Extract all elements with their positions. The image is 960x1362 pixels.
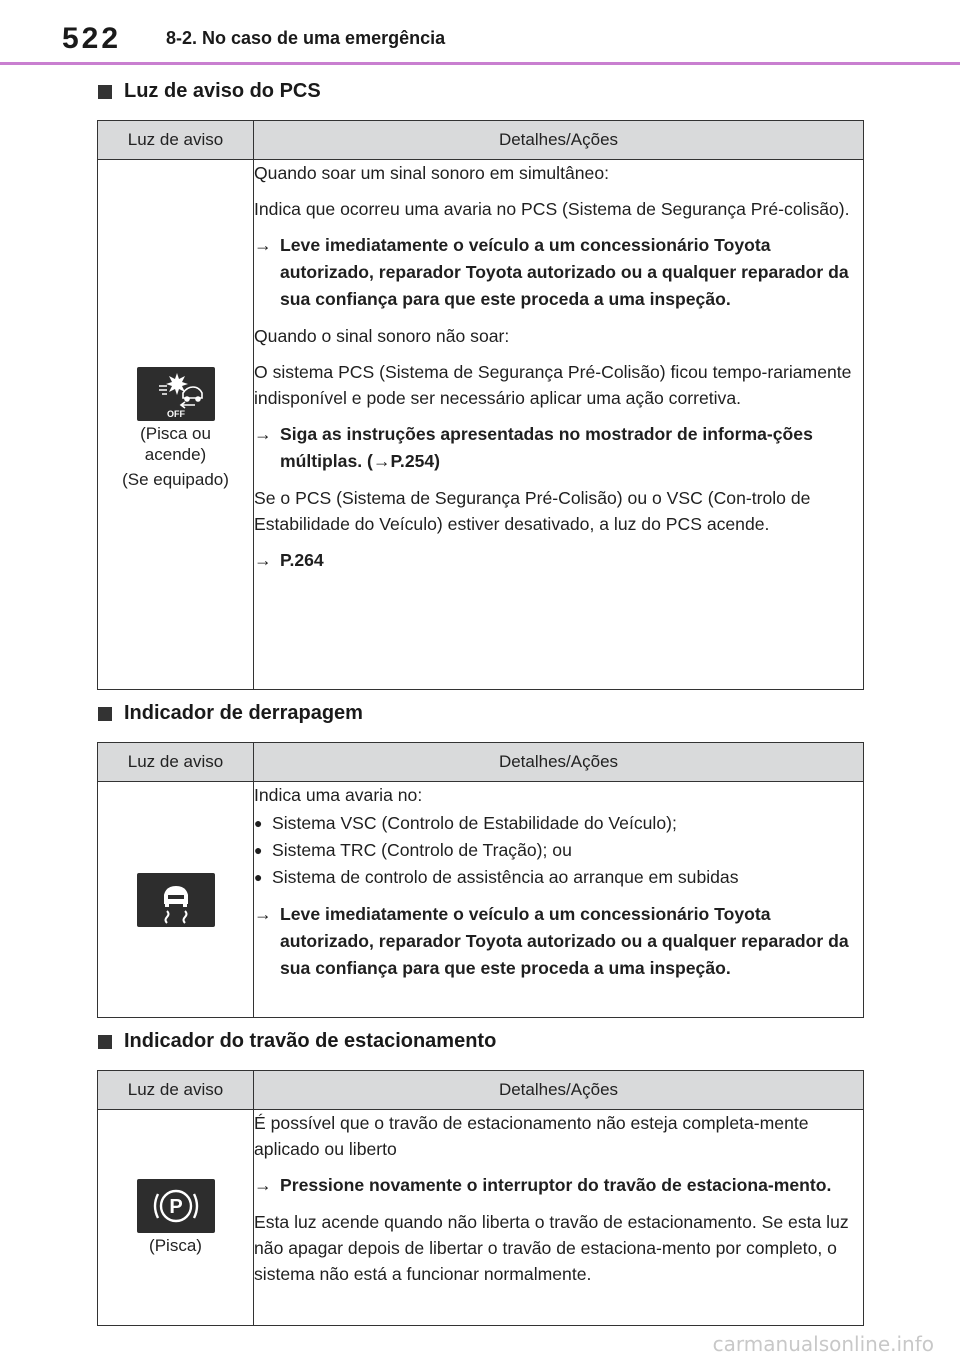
details-cell [254, 1110, 864, 1326]
action-item [254, 901, 863, 982]
slip-indicator-icon [137, 873, 215, 927]
watermark-logo: carmanualsonline.info [712, 1332, 934, 1356]
action-text: Siga as instruções apresentadas no mostrador de informa-ções múltiplas. (→P.254) [280, 424, 813, 471]
col-header-warning: Luz de aviso [98, 121, 254, 160]
heading-bullet-icon [98, 1035, 112, 1049]
table-pcs [97, 120, 864, 690]
details-text: Esta luz acende quando não liberta o travão de estacionamento. Se esta luz não apagar depois de libertar o travão de estaciona-mento por completo, o sistema não está a funcionar normalmente. [254, 1212, 849, 1284]
details-text: Se o PCS (Sistema de Segurança Pré-Colisão) ou o VSC (Con-trolo de Estabilidade do Veículo) estiver desativado, a luz do PCS acende. [254, 488, 811, 534]
action-text: Pressione novamente o interruptor do travão de estaciona-mento. [280, 1175, 832, 1195]
arrow-icon: → [254, 550, 272, 570]
list-item-text: Sistema TRC (Controlo de Tração); ou [272, 840, 572, 860]
details-text: Indica uma avaria no: [254, 785, 423, 805]
caption-line: (Pisca ou [140, 424, 211, 443]
arrow-icon: → [254, 1175, 272, 1195]
warning-cell [98, 160, 254, 690]
page-reference-link[interactable]: P.264 [280, 550, 324, 570]
details-text: Quando soar um sinal sonoro em simultâneo: [254, 163, 609, 183]
table-header-row [98, 743, 864, 782]
col-header-warning: Luz de aviso [98, 743, 254, 782]
col-header-details: Detalhes/Ações [254, 743, 864, 782]
list-item [254, 837, 863, 864]
caption-line: (Se equipado) [122, 470, 229, 489]
action-item [254, 547, 863, 574]
heading-bullet-icon [98, 85, 112, 99]
list-item-text: Sistema VSC (Controlo de Estabilidade do Veículo); [272, 813, 677, 833]
header-divider [0, 62, 960, 65]
list-item-text: Sistema de controlo de assistência ao arranque em subidas [272, 867, 739, 887]
arrow-icon: → [254, 904, 272, 924]
svg-text:P: P [168, 1196, 183, 1218]
table-parking-brake [97, 1070, 864, 1326]
col-header-warning: Luz de aviso [98, 1071, 254, 1110]
action-item [254, 1172, 863, 1199]
table-slip [97, 742, 864, 1018]
warning-cell [98, 1110, 254, 1326]
section-heading-slip [98, 702, 363, 725]
page-number: 522 [62, 22, 122, 55]
details-text: Indica que ocorreu uma avaria no PCS (Sistema de Segurança Pré-colisão). [254, 199, 850, 219]
list-item [254, 810, 863, 837]
parking-brake-icon [137, 1179, 215, 1233]
list-item [254, 864, 863, 891]
bullet-icon: ● [254, 869, 263, 885]
details-text: É possível que o travão de estacionamento não esteja completa-mente aplicado ou liberto [254, 1113, 809, 1159]
table-header-row [98, 121, 864, 160]
col-header-details: Detalhes/Ações [254, 121, 864, 160]
table-row [98, 160, 864, 690]
section-heading-parking-brake [98, 1030, 496, 1053]
heading-text: Indicador de derrapagem [124, 702, 363, 724]
table-row [98, 782, 864, 1018]
bullet-icon: ● [254, 815, 263, 831]
heading-text: Luz de aviso do PCS [124, 80, 321, 102]
caption-line: acende) [144, 445, 207, 464]
svg-text:OFF: OFF [166, 409, 185, 419]
section-title: 8-2. No caso de uma emergência [166, 28, 446, 48]
heading-bullet-icon [98, 707, 112, 721]
table-header-row [98, 1071, 864, 1110]
action-text: Leve imediatamente o veículo a um concessionário Toyota autorizado, reparador Toyota autorizado ou a qualquer reparador da sua confiança para que este proceda a uma inspeção. [280, 904, 849, 978]
heading-text: Indicador do travão de estacionamento [124, 1030, 497, 1052]
bullet-icon: ● [254, 842, 263, 858]
page-header [0, 0, 960, 70]
details-cell [254, 160, 864, 690]
warning-cell [98, 782, 254, 1018]
details-cell [254, 782, 864, 1018]
section-heading-pcs [98, 80, 321, 103]
arrow-icon: → [254, 424, 272, 444]
action-text: Leve imediatamente o veículo a um concessionário Toyota autorizado, reparador Toyota autorizado ou a qualquer reparador da sua confiança para que este proceda a uma inspeção. [280, 235, 849, 309]
details-text: O sistema PCS (Sistema de Segurança Pré-Colisão) ficou tempo-rariamente indisponível e pode ser necessário aplicar uma ação corretiva. [254, 362, 852, 408]
action-item [254, 232, 863, 313]
col-header-details: Detalhes/Ações [254, 1071, 864, 1110]
pcs-off-icon [137, 367, 215, 421]
arrow-icon: → [254, 235, 272, 255]
caption-line: (Pisca) [149, 1236, 202, 1255]
action-item [254, 421, 863, 475]
details-text: Quando o sinal sonoro não soar: [254, 326, 510, 346]
table-row [98, 1110, 864, 1326]
